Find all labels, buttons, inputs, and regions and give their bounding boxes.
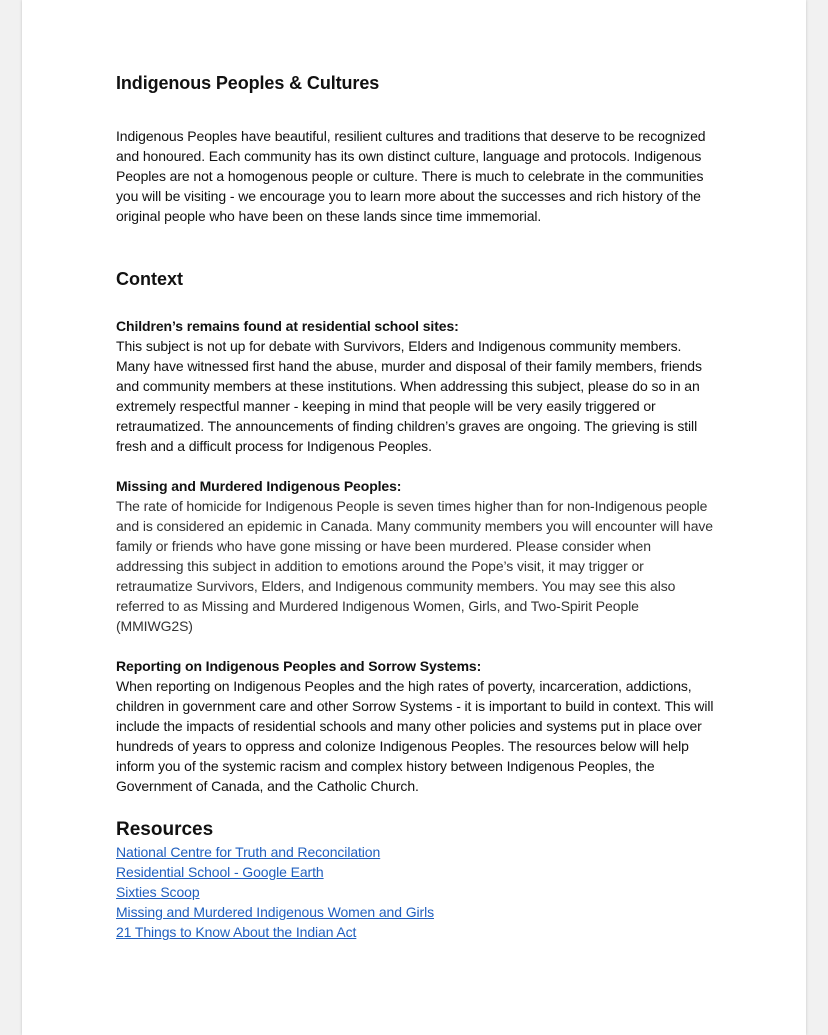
resources-list [116,842,716,942]
section-text: The rate of homicide for Indigenous People is seven times higher than for non-Indigenous people and is considered an epidemic in Canada. Many community members you will encounter will have family or friends who have gone missing or have been murdered. Please consider when addressing this subject in addition to emotions around the Pope’s visit, it may trigger or retraumatize Survivors, Elders, and Indigenous community members. You may see this also referred to as Missing and Murdered Indigenous Women, Girls, and Two-Spirit People (MMIWG2S) [116,498,713,634]
resource-link-truth-reconciliation[interactable]: National Centre for Truth and Reconcilation [116,844,381,860]
resource-link-google-earth[interactable]: Residential School - Google Earth [116,864,324,880]
section-text: This subject is not up for debate with Survivors, Elders and Indigenous community members. Many have witnessed first hand the abuse, murder and disposal of their family members, friends and community members at these institutions. When addressing this subject, please do so in an extremely respectful manner - keeping in mind that people will be very easily triggered or retraumatized. The announcements of finding children’s graves are ongoing. The grieving is still fresh and a difficult process for Indigenous Peoples. [116,338,702,454]
page-title: Indigenous Peoples & Cultures [116,73,380,93]
intro-paragraph: Indigenous Peoples have beautiful, resilient cultures and traditions that deserve to be recognized and honoured. Each community has its own distinct culture, language and protocols. Indigenous Peoples are not a homogenous people or culture. There is much to celebrate in the communities you will be visiting - we encourage you to learn more about the successes and rich history of the original people who have been on these lands since time immemorial. [116,128,706,224]
section-sorrow-systems [116,656,716,796]
section-text: When reporting on Indigenous Peoples and the high rates of poverty, incarceration, addictions, children in government care and other Sorrow Systems - it is important to build in context. This will include the impacts of residential schools and many other policies and systems put in place over hundreds of years to oppress and colonize Indigenous Peoples. The resources below will help inform you of the systemic racism and complex history between Indigenous Peoples, the Government of Canada, and the Catholic Church. [116,678,714,794]
document-page [22,0,806,1035]
resource-link-sixties-scoop[interactable]: Sixties Scoop [116,884,200,900]
document-content [116,70,716,942]
resource-link-indian-act[interactable]: 21 Things to Know About the Indian Act [116,924,357,940]
context-sections [116,316,716,796]
context-heading: Context [116,269,183,289]
section-residential-schools [116,316,716,456]
section-title: Reporting on Indigenous Peoples and Sorrow Systems: [116,658,482,674]
resources-heading: Resources [116,819,214,840]
section-title: Children’s remains found at residential school sites: [116,318,459,334]
section-title: Missing and Murdered Indigenous Peoples: [116,478,402,494]
section-mmip [116,476,716,636]
resource-link-mmiwg[interactable]: Missing and Murdered Indigenous Women and Girls [116,904,434,920]
